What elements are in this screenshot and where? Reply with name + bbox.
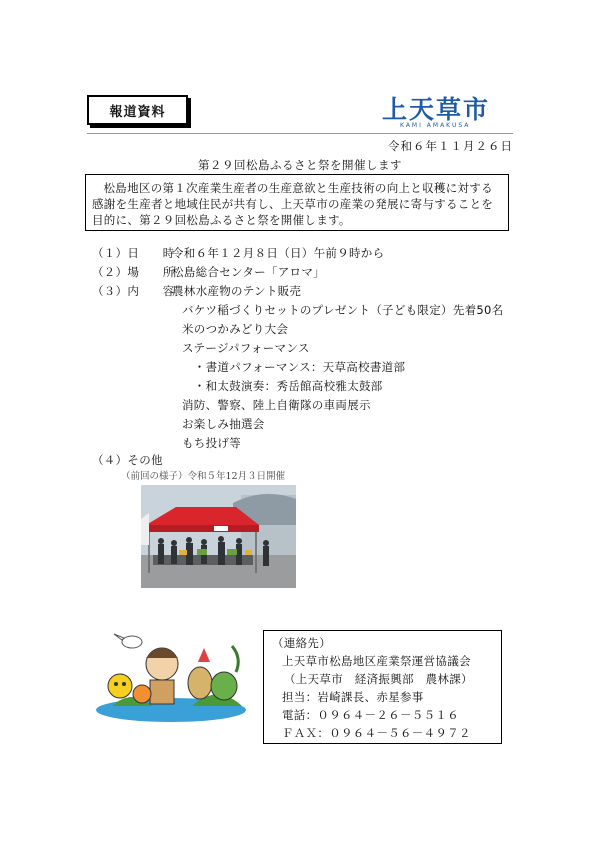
release-date: 令和６年１１月２６日 bbox=[388, 139, 513, 153]
contact-tel: 電話：０９６４－２６－５５１６ bbox=[282, 708, 459, 722]
content-item: ・書道パフォーマンス：天草高校書道部 bbox=[182, 360, 406, 374]
contact-org: 上天草市松島地区産業祭運営協議会 bbox=[282, 654, 471, 668]
content-item: 農林水産物のテント販売 bbox=[172, 284, 302, 298]
content-item: もち投げ等 bbox=[182, 436, 241, 450]
event-photo bbox=[141, 485, 296, 588]
content-item: ・和太鼓演奏：秀岳館高校雅太鼓部 bbox=[182, 379, 383, 393]
document-title: 第２９回松島ふるさと祭を開催します bbox=[198, 158, 402, 172]
event-photo-illustration bbox=[141, 485, 296, 588]
contact-fax: ＦＡＸ：０９６４－５６－４９７２ bbox=[282, 726, 471, 740]
place-value: 松島総合センター「アロマ」 bbox=[172, 265, 325, 279]
logo-subtext: KAMI AMAKUSA bbox=[400, 122, 471, 129]
mascot-group-illustration bbox=[92, 628, 250, 723]
contact-heading: （連絡先） bbox=[272, 636, 331, 650]
contact-person: 担当：岩崎課長、赤星参事 bbox=[282, 690, 424, 704]
datetime-value: 令和６年１２月８日（日）午前９時から bbox=[172, 246, 385, 260]
content-item: 消防、警察、陸上自衛隊の車両展示 bbox=[182, 398, 371, 412]
summary-box: 松島地区の第１次産業生産者の生産意欲と生産技術の向上と収穫に対する感謝を生産者と地域住民が共有し、上天草市の産業の発展に寄与することを目的に、第２９回松島ふるさと祭を開催します。 bbox=[85, 174, 509, 231]
logo-text: 上天草市 bbox=[382, 95, 491, 124]
place-label: （２）場 所 bbox=[92, 265, 175, 279]
datetime-label: （１）日 時 bbox=[92, 246, 175, 260]
content-item: 米のつかみどり大会 bbox=[182, 322, 289, 336]
header-divider bbox=[87, 133, 513, 134]
datetime-row bbox=[92, 245, 384, 261]
other-label: （４）その他 bbox=[92, 453, 163, 467]
press-release-label: 報道資料 bbox=[87, 95, 188, 125]
content-item: お楽しみ抽選会 bbox=[182, 417, 265, 431]
kamiamakusa-logo bbox=[382, 97, 510, 129]
photo-caption: （前回の様子）令和５年12月３日開催 bbox=[121, 471, 286, 482]
contact-box bbox=[263, 630, 502, 744]
place-row bbox=[92, 264, 325, 280]
content-item: バケツ稲づくりセットのプレゼント（子ども限定）先着50名 bbox=[182, 303, 504, 317]
mascot-icon bbox=[92, 628, 250, 723]
contact-dept: （上天草市 経済振興部 農林課） bbox=[284, 672, 473, 686]
content-label: （３）内 容 bbox=[92, 284, 175, 298]
content-item: ステージパフォーマンス bbox=[182, 341, 310, 355]
